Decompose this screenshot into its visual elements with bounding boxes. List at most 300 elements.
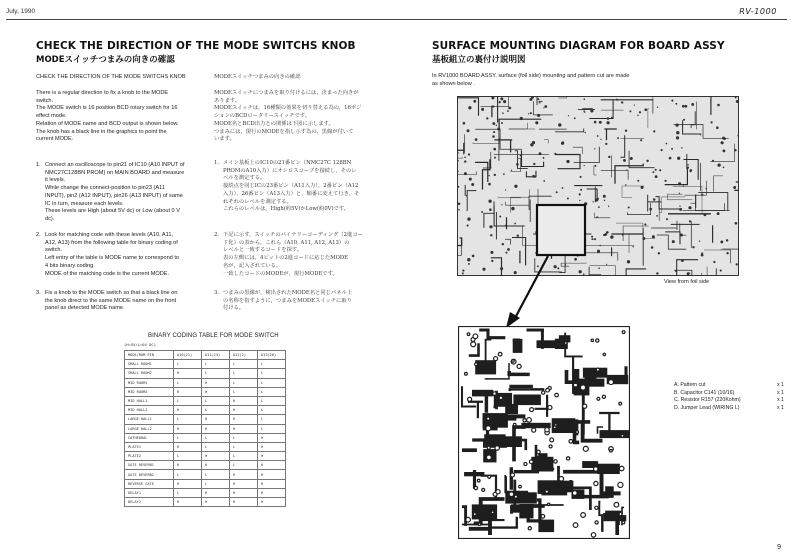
pcb-pad [516,163,519,166]
pcb-pad [649,208,652,211]
table-cell: L [258,369,286,378]
pcb-pad [487,446,490,449]
pcb-pad [537,98,539,100]
pcb-pad [498,352,502,356]
pcb-pad [610,449,613,452]
pcb-pad [632,246,633,247]
pcb-pad [462,272,464,274]
pcb-pad [496,490,500,494]
table-cell: H [230,479,258,488]
pcb-pad [687,166,689,168]
table-cell: L [174,433,202,442]
legend-qty: x 1 [777,389,784,396]
step-line: レベルと一致するコードを探す。 [223,247,303,254]
pcb-pad [597,135,599,137]
pcb-pad [471,183,474,186]
pcb-pad [659,169,661,171]
step-number: 3. [36,290,41,296]
table-row [125,433,286,442]
table-cell: L [230,442,258,451]
step-text [45,232,216,278]
pcb-pad [464,172,467,175]
table-cell: GATE REVERB1 [125,461,174,470]
pcb-pad [622,521,625,524]
right-intro-line: as shown below . [432,80,475,87]
step-line: the knob direct to the same MODE name on the front [45,297,177,304]
pcb-pad [599,121,602,124]
pcb-pad [547,503,549,505]
pcb-pad [503,173,505,175]
table-cell: L [230,360,258,369]
legend-item [674,390,793,398]
pcb-pad [653,198,656,201]
pcb-pad [640,139,642,141]
pcb-pad [546,388,550,392]
table-cell: H [202,415,230,424]
pcb-pad [494,357,498,361]
pcb-pad [721,141,724,144]
pcb-pad [481,108,484,111]
pcb-pad [666,143,668,145]
pcb-pad [675,123,678,126]
table-row [125,461,286,470]
pcb-pad [723,167,725,169]
pcb-pad [511,170,512,171]
pcb-pad [655,169,657,171]
pcb-pad [603,234,605,236]
pcb-pad [676,131,679,134]
pcb-pad [646,160,648,162]
pcb-pad [539,152,542,155]
pcb-pad [473,334,478,339]
legend-item [674,397,793,405]
table-cell: H [230,415,258,424]
pcb-pad [530,112,532,114]
pcb-pad [559,477,564,482]
pcb-pad [656,215,658,217]
pcb-pad [545,428,549,432]
pcb-pad [584,165,585,166]
pcb-pad [681,259,684,262]
pcb-pad [489,225,492,228]
step-line: dc). [45,215,55,222]
pcb-pad [500,97,503,100]
pcb-pad [511,207,514,210]
pcb-pad [625,130,627,132]
pcb-pad [464,156,466,158]
table-row [125,369,286,378]
table-cell: MID HALL1 [125,396,174,405]
pcb-pad [703,213,706,216]
pcb-pad [514,495,517,498]
table-cell: L [174,378,202,387]
table-cell: H [230,406,258,415]
pcb-pad [489,208,492,211]
pcb-pad [505,225,506,226]
pcb-pad [462,270,464,272]
pcb-copper-area [513,395,541,406]
jp-intro-line: MODEスイッチは，16種類の効果を切り替える為の，16ポジ [214,105,362,112]
jp-intro-line: います。 [214,136,235,143]
board-highlight-box [537,205,585,255]
step-line: INPUT), pin2 (A12 INPUT), pin26 (A13 INPUT) of same [45,192,183,199]
pcb-pad [591,236,593,238]
pcb-pad [511,473,515,477]
pcb-pad [482,268,485,271]
pcb-pad [464,160,466,162]
step-number: 2. [36,232,41,238]
pcb-pad [555,393,559,397]
pcb-pad [576,431,579,434]
pcb-trace [500,415,526,416]
pcb-pad [671,100,673,102]
step-line: れぞれのレベルを測定する。 [223,198,292,205]
pcb-pad [672,240,675,243]
table-row [125,470,286,479]
pcb-pad [618,482,623,487]
pcb-pad [473,513,476,516]
en-intro [36,90,212,144]
pcb-pad [567,198,569,200]
pcb-pad [569,439,573,443]
table-cell: H [174,424,202,433]
pcb-pad [523,419,526,422]
step-line: panel as detected MODE name. [45,305,125,312]
pcb-pad [671,148,673,150]
table-cell: H [258,433,286,442]
pcb-pad [543,180,545,182]
table-cell: H [258,498,286,507]
pcb-pad [598,206,600,208]
pcb-pad [606,121,609,124]
pcb-pad [687,272,690,275]
table-row [125,479,286,488]
pcb-pad [463,122,466,125]
pcb-pad [597,397,600,400]
jp-intro-line: あります。 [214,97,241,104]
pcb-pad [734,149,736,151]
pcb-pad [688,206,691,209]
pcb-pad [701,254,704,257]
step-line: ベルを測定する。 [223,175,266,182]
pcb-pad [595,506,598,509]
pcb-pad [488,475,491,478]
pcb-pad [606,264,607,265]
table-row [125,406,286,415]
pcb-pad [580,176,582,178]
pcb-pad [509,492,514,497]
pcb-pad [676,136,679,139]
table-cell: H [230,424,258,433]
zoom-arrow [500,254,560,334]
pcb-pad [609,380,614,385]
pcb-pad [564,342,567,345]
pcb-pad [627,260,630,263]
table-row [125,387,286,396]
header-rule [6,19,787,20]
step-line: While change the connect-position to pin23 (A11 [45,185,165,192]
pcb-pad [736,263,738,265]
pcb-pad [661,149,663,151]
pcb-pad [458,203,461,206]
pcb-pad [467,217,470,220]
pcb-pad [517,364,521,368]
pcb-pad [706,188,708,190]
right-section-title: SURFACE MOUNTING DIAGRAM FOR BOARD ASSY [432,40,725,52]
legend-label: B. Capacitor C141 (10/16) [674,389,735,396]
pcb-pad [493,148,496,151]
pcb-pad [585,132,586,133]
pcb-pad [565,264,566,265]
table-row [125,378,286,387]
pcb-pad [713,261,715,263]
table-cell: DELAY2 [125,498,174,507]
pcb-pad [594,467,598,471]
pcb-pad [562,187,564,189]
pcb-pad [491,260,493,262]
pcb-pad [507,110,509,112]
pcb-pad [716,126,719,129]
table-cell: H [202,452,230,461]
pcb-pad [584,111,586,113]
pcb-pad [467,225,469,227]
pcb-pad [619,402,622,405]
table-cell: LARGE HALL1 [125,415,174,424]
pcb-pad [548,405,552,409]
pcb-pad [492,135,495,138]
pcb-pad [481,211,483,213]
pcb-pad [524,462,527,465]
pcb-pad [509,107,512,110]
pcb-pad [679,208,682,211]
en-intro-line: effect mode. [36,113,67,120]
jp-intro [214,90,404,144]
pcb-pad [469,178,472,181]
board-foil-diagram [457,96,739,276]
pcb-pad [468,153,470,155]
pcb-pad [637,180,639,182]
table-cell: H [258,470,286,479]
legend-label: A. Pattern cut [674,382,706,388]
pcb-pad [717,104,720,107]
pcb-pad [573,523,578,528]
table-header-cell: MODE/ROM PIN [125,351,174,360]
pcb-pad [602,395,605,398]
pcb-pad [614,502,619,507]
pcb-pad [528,527,531,530]
pcb-pad [683,119,685,121]
table-cell: SMALL ROOM2 [125,369,174,378]
pcb-pad [475,138,478,141]
pcb-pad [680,234,683,237]
pcb-pad [692,246,694,248]
pcb-pad [617,137,619,139]
pcb-pad [621,434,624,437]
step-line: PROMのA10入力）にオシロスコープを接続し，そのレ [223,167,357,174]
step-line: MODE of the matching code is the current MODE. [45,270,170,277]
pcb-pad [499,101,501,103]
table-cell: L [202,396,230,405]
pcb-pad [468,263,470,265]
pcb-pad [529,460,533,464]
pcb-pad [596,368,599,371]
table-cell: PLATE2 [125,452,174,461]
pcb-pad [594,165,596,167]
right-section-subtitle: 基板組立の裏付け説明図 [432,55,526,65]
pcb-pad [655,175,658,178]
table-cell: L [230,461,258,470]
step-number: 2. [214,232,220,238]
pcb-pad [599,245,601,247]
pcb-pad [520,155,522,157]
en-intro-line: current MODE. [36,136,74,143]
table-cell: L [258,424,286,433]
pcb-pad [712,160,714,162]
jp-intro-line: MODE名とBCD出力との関係は下図に示します。 [214,120,334,127]
en-intro-line: Relation of MODE name and BCD output is shown below. [36,120,179,127]
pcb-pad [691,103,694,106]
pcb-pad [666,218,668,220]
table-cell: L [202,433,230,442]
pcb-pad [735,222,738,225]
table-cell: L [174,470,202,479]
step-line: NMC27C128BN PROM) on MAIN BOARD and measure [45,169,185,176]
pcb-pad [482,488,485,491]
table-cell: L [258,415,286,424]
pcb-pad [492,105,494,107]
pcb-pad [493,392,497,396]
pcb-pad [543,107,544,108]
jp-intro-line: ションのBCDロータリースイッチです。 [214,113,311,120]
table-header-cell: A11(23) [202,351,230,360]
step-line: 表の左側には，4ビットの2進コードに応じたMODE [223,255,349,262]
pcb-pad [490,234,492,236]
pcb-pad [644,223,646,225]
table-cell: H [258,461,286,470]
pcb-pad [477,479,480,482]
pcb-pad [735,97,737,99]
pcb-pad [605,143,607,145]
pcb-pad [699,241,700,242]
step-line: Left entry of the table is MODE name to correspond to [45,255,180,262]
table-cell: H [230,498,258,507]
pcb-pad [505,189,506,190]
header-date: July, 1990 [6,8,36,15]
step-line: 一致したコードのMODEが，現行MODEです。 [223,270,338,277]
pcb-pad [530,143,533,146]
pcb-pad [596,339,599,342]
pcb-pad [531,96,534,99]
legend-qty: x 1 [777,405,784,412]
pcb-pad [657,107,658,108]
table-cell: L [258,387,286,396]
table-cell: H [258,479,286,488]
pcb-pad [675,103,677,105]
step-line: Fix a knob to the MODE switch so that a black line on [45,290,178,296]
right-intro-line: In RV1000 BOARD ASSY, surface (foil side) mounting and pattern cut are made [432,73,630,79]
pcb-pad [486,455,491,460]
pcb-pad [683,186,684,187]
table-cell: H [174,406,202,415]
pcb-pad [653,130,655,132]
pcb-pad [471,342,476,347]
pcb-pad [594,481,598,485]
table-cell: H [174,387,202,396]
pcb-pad [591,238,593,240]
table-cell: H [202,387,230,396]
pcb-pad [701,194,703,196]
pcb-pad [583,404,587,408]
pcb-pad [678,182,681,185]
pcb-pad [604,200,605,201]
pcb-pad [553,426,556,429]
pcb-pad [689,273,690,274]
step-line: switch. [45,247,63,254]
table-row [125,415,286,424]
pcb-pad [722,149,725,152]
right-intro [432,73,732,88]
pcb-pad [596,216,598,218]
pcb-pad [507,248,510,251]
pcb-pad [474,486,477,489]
step-line: These levels are High (about 5V dc) or Low (about 0 V [45,208,180,215]
pcb-pad [690,171,692,173]
pcb-pad [611,117,613,119]
table-cell: L [258,406,286,415]
pcb-pad [502,112,504,114]
pcb-copper-area [505,404,518,414]
pcb-pad [711,121,713,123]
left-section-title: CHECK THE DIRECTION OF THE MODE SWITCHS KNOB [36,40,356,52]
pcb-pad [658,252,660,254]
pcb-pad [679,193,680,194]
step-line: メイン基板上のIC10の21番ピン（NMC27C 128BN [223,160,352,166]
pcb-pad [535,121,538,124]
pcb-pad [489,175,490,176]
table-cell: PLATE1 [125,442,174,451]
pcb-pad [514,185,517,188]
step-text [223,290,406,313]
table-cell: REVERSE GATE [125,479,174,488]
table-row [125,360,286,369]
pcb-pad [591,533,595,537]
pcb-pad [466,195,467,196]
table-cell: H [258,488,286,497]
step-line: 付ける。 [223,305,245,312]
pcb-pad [682,105,685,108]
pcb-pad [501,122,503,124]
jp-intro-line: MODEスイッチにつまみを取り付けるには，決まった向きが [214,90,359,96]
pcb-pad [496,125,497,126]
table-cell: H [230,488,258,497]
pcb-pad [558,123,561,126]
step-line: IC in turn, measure each levels. [45,200,124,207]
table-row [125,488,286,497]
pcb-pad [466,129,469,132]
pcb-pad [486,426,491,431]
parts-legend [674,382,793,413]
table-cell: H [230,396,258,405]
table-cell: L [230,433,258,442]
pcb-pad [543,157,545,159]
table-header-cell: A10(21) [174,351,202,360]
table-cell: L [230,369,258,378]
legend-item [674,405,793,413]
pcb-pad [544,105,547,108]
pcb-pad [583,98,585,100]
pcb-pad [595,521,598,524]
pcb-pad [717,212,720,215]
